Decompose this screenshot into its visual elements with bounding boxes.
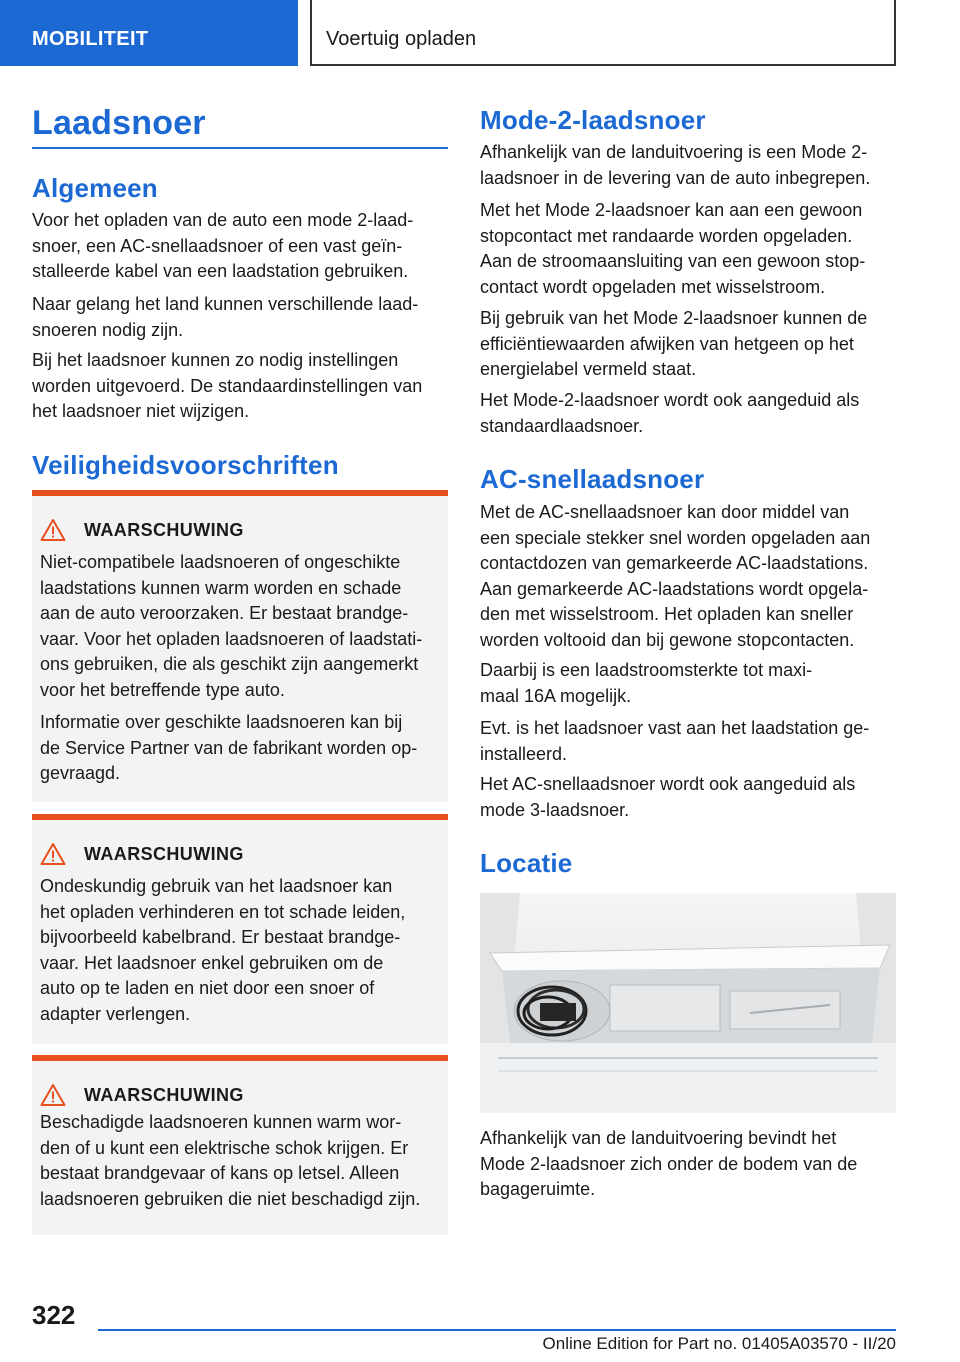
text-line: laadsnoeren gebruiken die niet beschadigd zijn. — [40, 1188, 421, 1209]
text-line: contact wordt opgeladen met wisselstroom. — [480, 276, 826, 297]
text-line: maal 16A mogelijk. — [480, 685, 632, 706]
text-line: voor het betreffende type auto. — [40, 679, 285, 700]
edition-note: Online Edition for Part no. 01405A03570 - II/20 — [542, 1334, 896, 1353]
heading-mode2: Mode-2-laadsnoer — [480, 105, 706, 135]
text-line: vaar. Het laadsnoer enkel gebruiken om de — [40, 952, 384, 973]
ac-paragraph-1 — [480, 500, 900, 653]
text-line: stopcontact met randaarde worden opgeladen. — [480, 225, 853, 246]
text-line: worden voltooid dan bij gewone stopcontacten. — [480, 629, 855, 650]
warning-bar — [32, 814, 448, 820]
text-line: snoer, een AC-snellaadsnoer of een vast geïn- — [32, 235, 403, 256]
location-caption — [480, 1126, 900, 1203]
luggage-compartment-drawing — [480, 893, 896, 1113]
heading-ac: AC-snellaadsnoer — [480, 464, 705, 494]
text-line: aan de auto veroorzaken. Er bestaat brandge- — [40, 603, 409, 623]
text-line: auto op te laden en niet door een snoer of — [40, 978, 375, 998]
text-line: een speciale stekker snel worden opgeladen aan — [480, 527, 871, 548]
text-line: het opladen verhinderen en tot schade leiden, — [40, 901, 406, 922]
warning-title: WAARSCHUWING — [84, 843, 244, 864]
section-tab: MOBILITEIT — [0, 0, 298, 66]
warning-triangle-icon — [40, 518, 66, 542]
warning-box — [32, 490, 448, 802]
text-line: Aan gemarkeerde AC-laadstations wordt opgela- — [480, 578, 869, 599]
text-line: het laadsnoer niet wijzigen. — [32, 401, 250, 421]
warning-triangle-icon — [40, 1083, 66, 1107]
mode2-paragraph-3 — [480, 306, 900, 383]
text-line: installeerd. — [480, 743, 568, 764]
footer-rule — [98, 1329, 896, 1331]
text-line: bestaat brandgevaar of kans op letsel. Alleen — [40, 1163, 400, 1183]
text-line: den met wisselstroom. Het opladen kan sneller — [480, 604, 854, 624]
warning-text — [40, 550, 444, 703]
text-line: Niet-compatibele laadsnoeren of ongeschikte — [40, 552, 401, 572]
text-line: Ondeskundig gebruik van het laadsnoer kan — [40, 876, 393, 896]
text-line: standaardlaadsnoer. — [480, 415, 644, 436]
text-line: ons gebruiken, die als geschikt zijn aangemerkt — [40, 654, 419, 674]
warning-bar — [32, 490, 448, 496]
text-line: mode 3-laadsnoer. — [480, 799, 630, 820]
warning-box — [32, 1055, 448, 1235]
ac-paragraph-4 — [480, 772, 900, 823]
warning-title: WAARSCHUWING — [84, 519, 244, 540]
text-line: stalleerde kabel van een laadstation gebruiken. — [32, 261, 409, 281]
text-line: worden uitgevoerd. De standaardinstellingen van — [32, 375, 423, 396]
warning-text — [40, 874, 444, 1027]
chapter-title-box — [310, 0, 896, 66]
warning-triangle-icon — [40, 842, 66, 866]
text-line: Het AC-snellaadsnoer wordt ook aangeduid als — [480, 774, 856, 794]
warning-box — [32, 814, 448, 1044]
general-paragraph-1 — [32, 208, 452, 285]
text-line: Het Mode-2-laadsnoer wordt ook aangeduid als — [480, 390, 860, 410]
warning-text — [40, 1110, 444, 1212]
ac-paragraph-3 — [480, 716, 900, 767]
page-number: 322 — [32, 1300, 76, 1330]
heading-location: Locatie — [480, 848, 573, 878]
text-line: vaar. Voor het opladen laadsnoeren of laadstati- — [40, 628, 423, 649]
ac-paragraph-2 — [480, 658, 900, 709]
text-line: Beschadigde laadsnoeren kunnen warm wor- — [40, 1112, 402, 1132]
title-rule — [32, 147, 448, 149]
warning-header — [40, 842, 244, 866]
text-line: snoeren nodig zijn. — [32, 319, 184, 340]
warning-title: WAARSCHUWING — [84, 1084, 244, 1105]
warning-header — [40, 518, 244, 542]
text-line: energielabel vermeld staat. — [480, 359, 697, 379]
text-line: laadsnoer in de levering van de auto inbegrepen. — [480, 167, 871, 188]
text-line: bijvoorbeeld kabelbrand. Er bestaat brandge- — [40, 927, 401, 947]
text-line: Afhankelijk van de landuitvoering is een Mode 2- — [480, 142, 868, 162]
text-line: Met het Mode 2-laadsnoer kan aan een gewoon — [480, 200, 863, 220]
text-line: Informatie over geschikte laadsnoeren kan bij — [40, 712, 403, 732]
heading-general: Algemeen — [32, 173, 158, 203]
text-line: Afhankelijk van de landuitvoering bevindt het — [480, 1128, 837, 1148]
text-line: gevraagd. — [40, 763, 121, 783]
page-title: Laadsnoer — [32, 104, 206, 142]
text-line: Bij gebruik van het Mode 2-laadsnoer kunnen de — [480, 308, 868, 328]
mode2-paragraph-2 — [480, 198, 900, 300]
text-line: den of u kunt een elektrische schok krijgen. Er — [40, 1137, 409, 1158]
text-line: contactdozen van gemarkeerde AC-laadstations. — [480, 553, 869, 573]
mode2-paragraph-1 — [480, 140, 900, 191]
general-paragraph-3 — [32, 348, 452, 425]
text-line: Aan de stroomaansluiting van een gewoon stop- — [480, 251, 866, 271]
text-line: Mode 2-laadsnoer zich onder de bodem van de — [480, 1153, 858, 1174]
text-line: de Service Partner van de fabrikant worden op- — [40, 737, 418, 758]
text-line: Daarbij is een laadstroomsterkte tot maxi- — [480, 660, 813, 680]
luggage-compartment-illustration — [480, 893, 896, 1113]
mode2-paragraph-4 — [480, 388, 900, 439]
text-line: adapter verlengen. — [40, 1003, 191, 1024]
warning-bar — [32, 1055, 448, 1061]
text-line: Voor het opladen van de auto een mode 2-laad- — [32, 210, 414, 230]
warning-text — [40, 710, 444, 787]
page-header — [0, 0, 960, 66]
chapter-title: Voertuig opladen — [326, 28, 477, 50]
heading-safety: Veiligheidsvoorschriften — [32, 450, 339, 480]
text-line: Naar gelang het land kunnen verschillende laad- — [32, 294, 419, 314]
text-line: laadstations kunnen warm worden en schade — [40, 577, 402, 598]
general-paragraph-2 — [32, 292, 452, 343]
text-line: Met de AC-snellaadsnoer kan door middel van — [480, 502, 850, 522]
text-line: efficiëntiewaarden afwijken van hetgeen op het — [480, 333, 854, 354]
text-line: Evt. is het laadsnoer vast aan het laadstation ge- — [480, 718, 870, 738]
warning-header — [40, 1083, 244, 1107]
text-line: Bij het laadsnoer kunnen zo nodig instellingen — [32, 350, 399, 370]
text-line: bagageruimte. — [480, 1179, 596, 1199]
